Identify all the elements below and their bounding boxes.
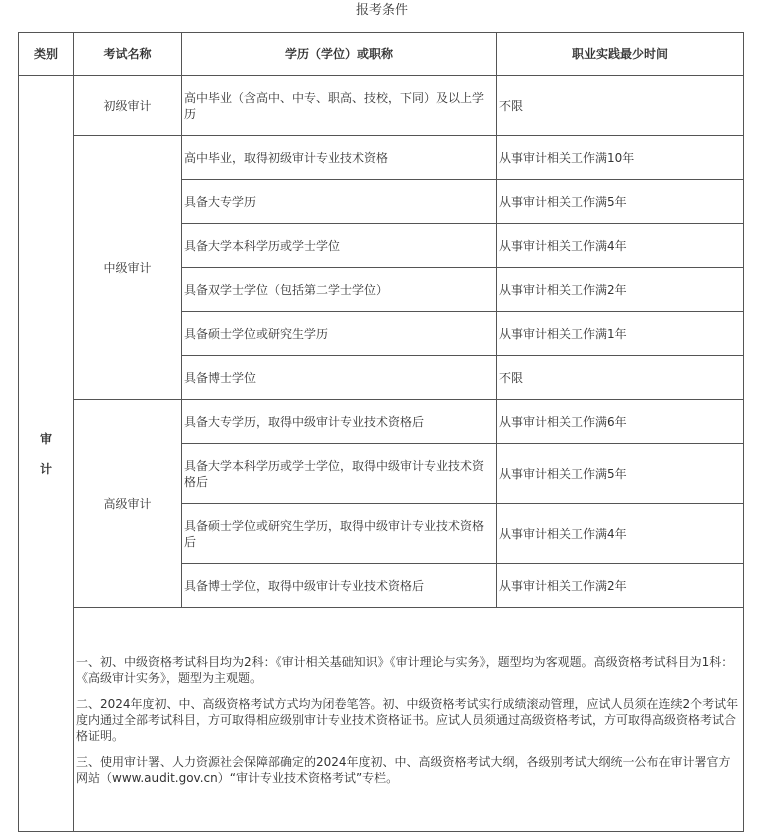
practice-cell: 从事审计相关工作满5年 [497, 180, 744, 224]
practice-cell: 从事审计相关工作满5年 [497, 444, 744, 504]
practice-cell: 从事审计相关工作满1年 [497, 312, 744, 356]
category-char: 审 [39, 431, 52, 446]
practice-cell: 从事审计相关工作满10年 [497, 136, 744, 180]
education-cell: 具备大学本科学历或学士学位，取得中级审计专业技术资格后 [182, 444, 497, 504]
note-paragraph: 三、使用审计署、人力资源社会保障部确定的2024年度初、中、高级资格考试大纲，各级别考试大纲统一公布在审计署官方网站（www.audit.gov.cn）“审计专业技术资格考试”专栏。 [76, 754, 731, 785]
category-audit [19, 76, 74, 832]
level-junior: 初级审计 [74, 76, 182, 136]
exam-conditions-table [18, 32, 744, 832]
practice-cell: 从事审计相关工作满2年 [497, 564, 744, 608]
table-row [19, 76, 744, 136]
table-header-row [19, 33, 744, 76]
education-cell: 具备博士学位，取得中级审计专业技术资格后 [182, 564, 497, 608]
category-char: 计 [39, 461, 52, 476]
table-caption: 报考条件 [355, 3, 408, 18]
notes-cell [74, 608, 744, 832]
practice-cell: 从事审计相关工作满6年 [497, 400, 744, 444]
table-row [19, 400, 744, 444]
education-cell: 具备大专学历 [182, 180, 497, 224]
table-row [19, 136, 744, 180]
practice-cell: 不限 [497, 356, 744, 400]
practice-cell: 从事审计相关工作满2年 [497, 268, 744, 312]
education-cell: 具备大专学历，取得中级审计专业技术资格后 [182, 400, 497, 444]
note-paragraph: 一、初、中级资格考试科目均为2科：《审计相关基础知识》《审计理论与实务》，题型均为客观题。高级资格考试科目为1科：《高级审计实务》，题型为主观题。 [76, 654, 734, 685]
education-cell: 具备大学本科学历或学士学位 [182, 224, 497, 268]
education-cell: 具备硕士学位或研究生学历，取得中级审计专业技术资格后 [182, 504, 497, 564]
header-category: 类别 [19, 33, 74, 76]
education-cell: 具备硕士学位或研究生学历 [182, 312, 497, 356]
education-cell: 具备双学士学位（包括第二学士学位） [182, 268, 497, 312]
level-middle: 中级审计 [74, 136, 182, 400]
education-cell: 具备博士学位 [182, 356, 497, 400]
practice-cell: 不限 [497, 76, 744, 136]
practice-cell: 从事审计相关工作满4年 [497, 224, 744, 268]
practice-cell: 从事审计相关工作满4年 [497, 504, 744, 564]
note-paragraph: 二、2024年度初、中、高级资格考试方式均为闭卷笔答。初、中级资格考试实行成绩滚动管理，应试人员须在连续2个考试年度内通过全部考试科目，方可取得相应级别审计专业技术资格证书。应试人员须通过高级资格考试，方可取得高级资格考试合格证明。 [76, 696, 739, 743]
notes-row [19, 608, 744, 832]
education-cell: 高中毕业，取得初级审计专业技术资格 [182, 136, 497, 180]
header-exam-name: 考试名称 [74, 33, 182, 76]
header-min-practice: 职业实践最少时间 [497, 33, 744, 76]
education-cell: 高中毕业（含高中、中专、职高、技校，下同）及以上学历 [182, 76, 497, 136]
header-education: 学历（学位）或职称 [182, 33, 497, 76]
level-senior: 高级审计 [74, 400, 182, 608]
